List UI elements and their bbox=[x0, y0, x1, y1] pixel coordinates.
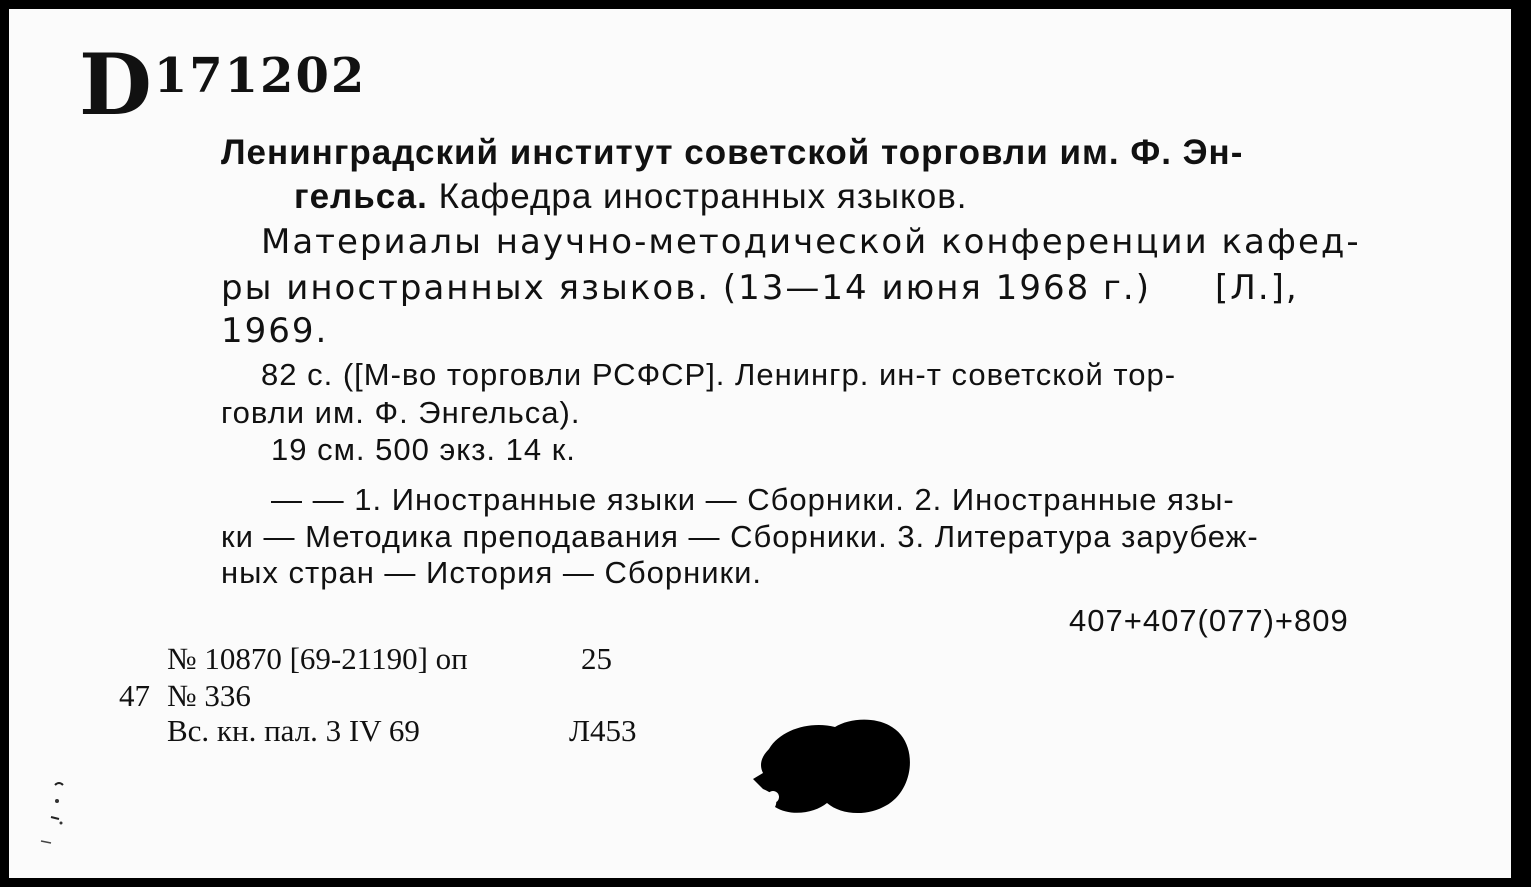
call-number bbox=[79, 35, 367, 134]
title-line-3: 1969. bbox=[221, 311, 329, 351]
call-number-digits: 171202 bbox=[153, 48, 367, 104]
left-number: 47 bbox=[119, 678, 150, 713]
subjects-line-2: ки — Методика преподавания — Сборники. 3. Литература зарубеж- bbox=[221, 519, 1259, 554]
call-number-prefix: D bbox=[79, 35, 154, 134]
paper-specks bbox=[39, 779, 79, 859]
order-count: 25 bbox=[581, 641, 612, 676]
ink-blot bbox=[751, 715, 913, 819]
heading-line-2-rest: Кафедра иностранных языков. bbox=[438, 177, 968, 216]
collation-line-1: 82 с. ([М-во торговли РСФСР]. Ленингр. ин-т советской тор- bbox=[261, 357, 1177, 392]
heading-line-2-bold: гельса. bbox=[294, 177, 428, 216]
classification-index: 407+407(077)+809 bbox=[1069, 603, 1349, 638]
subjects-line-3: ных стран — История — Сборники. bbox=[221, 555, 763, 590]
book-chamber-line: Вс. кн. пал. 3 IV 69 bbox=[167, 713, 420, 748]
heading-line-2 bbox=[294, 179, 968, 214]
chamber-code: Л453 bbox=[569, 713, 637, 748]
collation-line-2: говли им. Ф. Энгельса). bbox=[221, 395, 581, 430]
title-line-1: Материалы научно-методической конференции кафед- bbox=[261, 222, 1361, 262]
collation-line-3: 19 см. 500 экз. 14 к. bbox=[271, 432, 576, 467]
record-number: № 336 bbox=[167, 678, 251, 713]
catalog-card bbox=[5, 5, 1519, 882]
order-number: № 10870 [69-21190] оп bbox=[167, 641, 468, 676]
subjects-line-1: — — 1. Иностранные языки — Сборники. 2. Иностранные язы- bbox=[271, 482, 1235, 517]
title-line-2: ры иностранных языков. (13—14 июня 1968 г.) [Л.], bbox=[221, 268, 1299, 308]
heading-line-1: Ленинградский институт советской торговли им. Ф. Эн- bbox=[221, 133, 1244, 172]
